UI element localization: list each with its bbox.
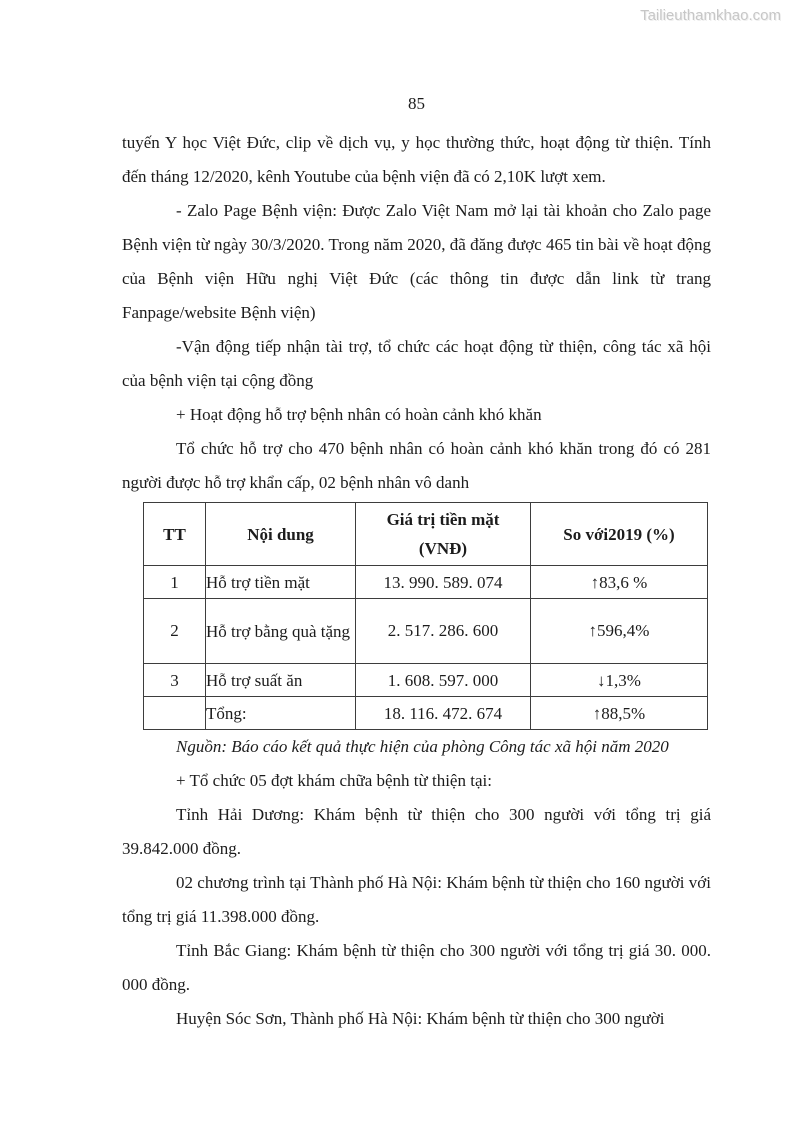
paragraph: tuyến Y học Việt Đức, clip về dịch vụ, y học thường thức, hoạt động từ thiện. Tính đến tháng 12/2020, kênh Youtube của bệnh viện đã có 2,10K lượt xem. [122, 133, 711, 186]
paragraph: - Zalo Page Bệnh viện: Được Zalo Việt Nam mở lại tài khoản cho Zalo page Bệnh viện từ ngày 30/3/2020. Trong năm 2020, đã đăng được 465 tin bài về hoạt động của Bệnh viện Hữu nghị Việt Đức (các thông tin được dẫn link từ trang Fanpage/website Bệnh viện) [122, 201, 711, 322]
paragraph: + Tổ chức 05 đợt khám chữa bệnh từ thiện tại: [176, 771, 492, 790]
cell-sovoi: ↑83,6 % [531, 566, 708, 599]
page-number: 85 [408, 94, 425, 113]
paragraph: Huyện Sóc Sơn, Thành phố Hà Nội: Khám bệnh từ thiện cho 300 người [176, 1009, 665, 1028]
support-statistics-table [143, 502, 708, 730]
source-note: Nguồn: Báo cáo kết quả thực hiện của phòng Công tác xã hội năm 2020 [176, 737, 669, 756]
table-header-row [144, 503, 708, 566]
cell-tt: 1 [144, 566, 206, 599]
paragraph: 02 chương trình tại Thành phố Hà Nội: Khám bệnh từ thiện cho 160 người với tổng trị giá 11.398.000 đồng. [122, 873, 711, 926]
document-body [122, 126, 711, 1036]
header-giatri-line2: (VNĐ) [418, 539, 468, 558]
header-cell-noidung: Nội dung [206, 503, 356, 566]
cell-giatri: 2. 517. 286. 600 [356, 599, 531, 664]
cell-sovoi: ↑88,5% [531, 697, 708, 730]
header-cell-sovoi: So với2019 (%) [531, 503, 708, 566]
paragraph: -Vận động tiếp nhận tài trợ, tổ chức các hoạt động từ thiện, công tác xã hội của bệnh viện tại cộng đồng [122, 337, 711, 390]
cell-giatri: 18. 116. 472. 674 [356, 697, 531, 730]
cell-tt: 3 [144, 664, 206, 697]
cell-giatri: 13. 990. 589. 074 [356, 566, 531, 599]
table-row [144, 599, 708, 664]
cell-sovoi: ↑596,4% [531, 599, 708, 664]
header-giatri-line1: Giá trị tiền mặt [386, 510, 500, 529]
cell-noidung: Hỗ trợ tiền mặt [206, 566, 356, 599]
cell-sovoi: ↓1,3% [531, 664, 708, 697]
cell-giatri: 1. 608. 597. 000 [356, 664, 531, 697]
header-cell-tt: TT [144, 503, 206, 566]
paragraph: Tổ chức hỗ trợ cho 470 bệnh nhân có hoàn cảnh khó khăn trong đó có 281 người được hỗ trợ khẩn cấp, 02 bệnh nhân vô danh [122, 439, 711, 492]
table-total-row [144, 697, 708, 730]
cell-noidung: Hỗ trợ bằng quà tặng [206, 599, 356, 664]
paragraph: Tỉnh Hải Dương: Khám bệnh từ thiện cho 300 người với tổng trị giá 39.842.000 đồng. [122, 805, 711, 858]
cell-noidung: Hỗ trợ suất ăn [206, 664, 356, 697]
watermark: Tailieuthamkhao.com [640, 7, 781, 24]
paragraph: Tỉnh Bắc Giang: Khám bệnh từ thiện cho 300 người với tổng trị giá 30. 000. 000 đồng. [122, 941, 711, 994]
table-row [144, 566, 708, 599]
cell-tt [144, 697, 206, 730]
cell-tt: 2 [144, 599, 206, 664]
header-cell-giatri [356, 503, 531, 566]
cell-noidung: Tổng: [206, 697, 356, 730]
table-row [144, 664, 708, 697]
paragraph: + Hoạt động hỗ trợ bệnh nhân có hoàn cảnh khó khăn [176, 405, 542, 424]
